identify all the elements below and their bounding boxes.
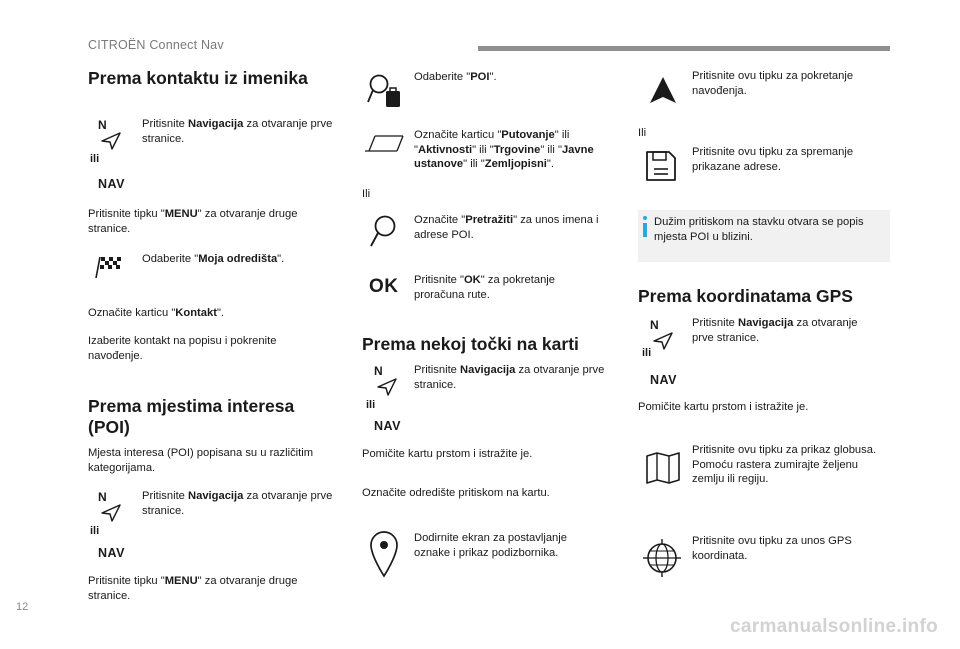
text-press-menu: Pritisnite tipku "MENU" za otvaranje druge stranice. bbox=[88, 208, 298, 235]
navigation-arrow-icon bbox=[100, 132, 122, 150]
info-icon bbox=[643, 223, 647, 237]
text-select-contact: Izaberite kontakt na popisu i pokrenite navođenje. bbox=[88, 335, 277, 362]
text-select-destinations: Odaberite "Moja odredišta". bbox=[142, 253, 285, 265]
text-ili: Ili bbox=[362, 188, 371, 200]
text-start-navigation: Pritisnite ovu tipku za pokretanje navođenja. bbox=[692, 70, 854, 97]
navigation-arrow-icon bbox=[376, 378, 398, 396]
text-tap-screen: Dodirnite ekran za postavljanje oznake i prikaz podizbornika. bbox=[414, 532, 567, 559]
text-press-menu: Pritisnite tipku "MENU" za otvaranje druge stranice. bbox=[88, 575, 298, 602]
ili-label: ili bbox=[642, 347, 652, 359]
nav-letter: N bbox=[650, 318, 660, 332]
nav-label: NAV bbox=[374, 419, 401, 433]
text-contact-tab: Označite karticu "Kontakt". bbox=[88, 307, 225, 319]
globe-icon bbox=[642, 538, 682, 578]
nav-letter: N bbox=[98, 490, 108, 504]
heading-gps: Prema koordinatama GPS bbox=[638, 286, 853, 306]
nav-letter: N bbox=[374, 364, 384, 378]
save-icon bbox=[645, 150, 677, 182]
text-select-poi: Odaberite "POI". bbox=[414, 71, 497, 83]
text-press-navigation: Pritisnite Navigacija za otvaranje prve stranice. bbox=[414, 364, 605, 391]
checkered-flag-icon bbox=[94, 254, 124, 280]
nav-label: NAV bbox=[98, 546, 125, 560]
text-show-globe: Pritisnite ovu tipku za prikaz globusa. Pomoću rastera zumirajte željenu zemlju ili regiju. bbox=[692, 444, 877, 485]
text-save-address: Pritisnite ovu tipku za spremanje prikazane adrese. bbox=[692, 146, 854, 173]
text-select-search: Označite "Pretražiti" za unos imena i adrese POI. bbox=[414, 214, 599, 241]
info-note bbox=[638, 210, 890, 262]
navigation-button-icon bbox=[368, 364, 408, 436]
heading-map-point: Prema nekoj točki na karti bbox=[362, 334, 579, 354]
text-enter-gps: Pritisnite ovu tipku za unos GPS koordinata. bbox=[692, 535, 852, 562]
heading-contact: Prema kontaktu iz imenika bbox=[88, 68, 308, 88]
text-mark-destination: Označite odredište pritiskom na kartu. bbox=[362, 487, 550, 499]
heading-poi: Prema mjestima interesa (POI) bbox=[88, 396, 295, 437]
text-poi-categories: Mjesta interesa (POI) popisana su u različitim kategorijama. bbox=[88, 447, 314, 474]
watermark: carmanualsonline.info bbox=[730, 616, 938, 637]
start-navigation-icon bbox=[648, 75, 678, 105]
nav-label: NAV bbox=[650, 373, 677, 387]
text-move-map: Pomičite kartu prstom i istražite je. bbox=[362, 448, 533, 460]
navigation-button-icon bbox=[92, 118, 132, 190]
navigation-arrow-icon bbox=[100, 504, 122, 522]
text-press-navigation: Pritisnite Navigacija za otvaranje prve stranice. bbox=[692, 317, 858, 344]
ili-label: ili bbox=[90, 525, 100, 537]
text-move-map: Pomičite kartu prstom i istražite je. bbox=[638, 401, 809, 413]
text-press-navigation: Pritisnite Navigacija za otvaranje prve stranice. bbox=[142, 490, 333, 517]
ili-label: ili bbox=[366, 399, 376, 411]
folded-map-icon bbox=[645, 452, 681, 484]
text-select-tab: Označite karticu "Putovanje" ili "Aktivnosti" ili "Trgovine" ili "Javne ustanove" ili "Zemljopisni". bbox=[414, 129, 594, 170]
text-ili: Ili bbox=[638, 127, 647, 139]
poi-icon bbox=[366, 72, 402, 110]
text-press-ok: Pritisnite "OK" za pokretanje proračuna rute. bbox=[414, 274, 556, 301]
page-number: 12 bbox=[16, 601, 29, 613]
navigation-button-icon bbox=[644, 318, 684, 390]
info-note-text: Dužim pritiskom na stavku otvara se popis mjesta POI u blizini. bbox=[654, 216, 864, 243]
info-icon-dot bbox=[643, 216, 647, 220]
manual-header-title: CITROËN Connect Nav bbox=[88, 38, 224, 52]
nav-label: NAV bbox=[98, 177, 125, 191]
navigation-arrow-icon bbox=[652, 332, 674, 350]
map-pin-icon bbox=[369, 530, 399, 578]
search-icon bbox=[368, 214, 398, 250]
ili-label: ili bbox=[90, 153, 100, 165]
tab-icon bbox=[364, 134, 406, 154]
ok-button-icon: OK bbox=[369, 276, 399, 297]
navigation-button-icon bbox=[92, 490, 132, 562]
nav-letter: N bbox=[98, 118, 108, 132]
text-press-navigation: Pritisnite Navigacija za otvaranje prve stranice. bbox=[142, 118, 333, 145]
header-bar bbox=[478, 46, 890, 51]
